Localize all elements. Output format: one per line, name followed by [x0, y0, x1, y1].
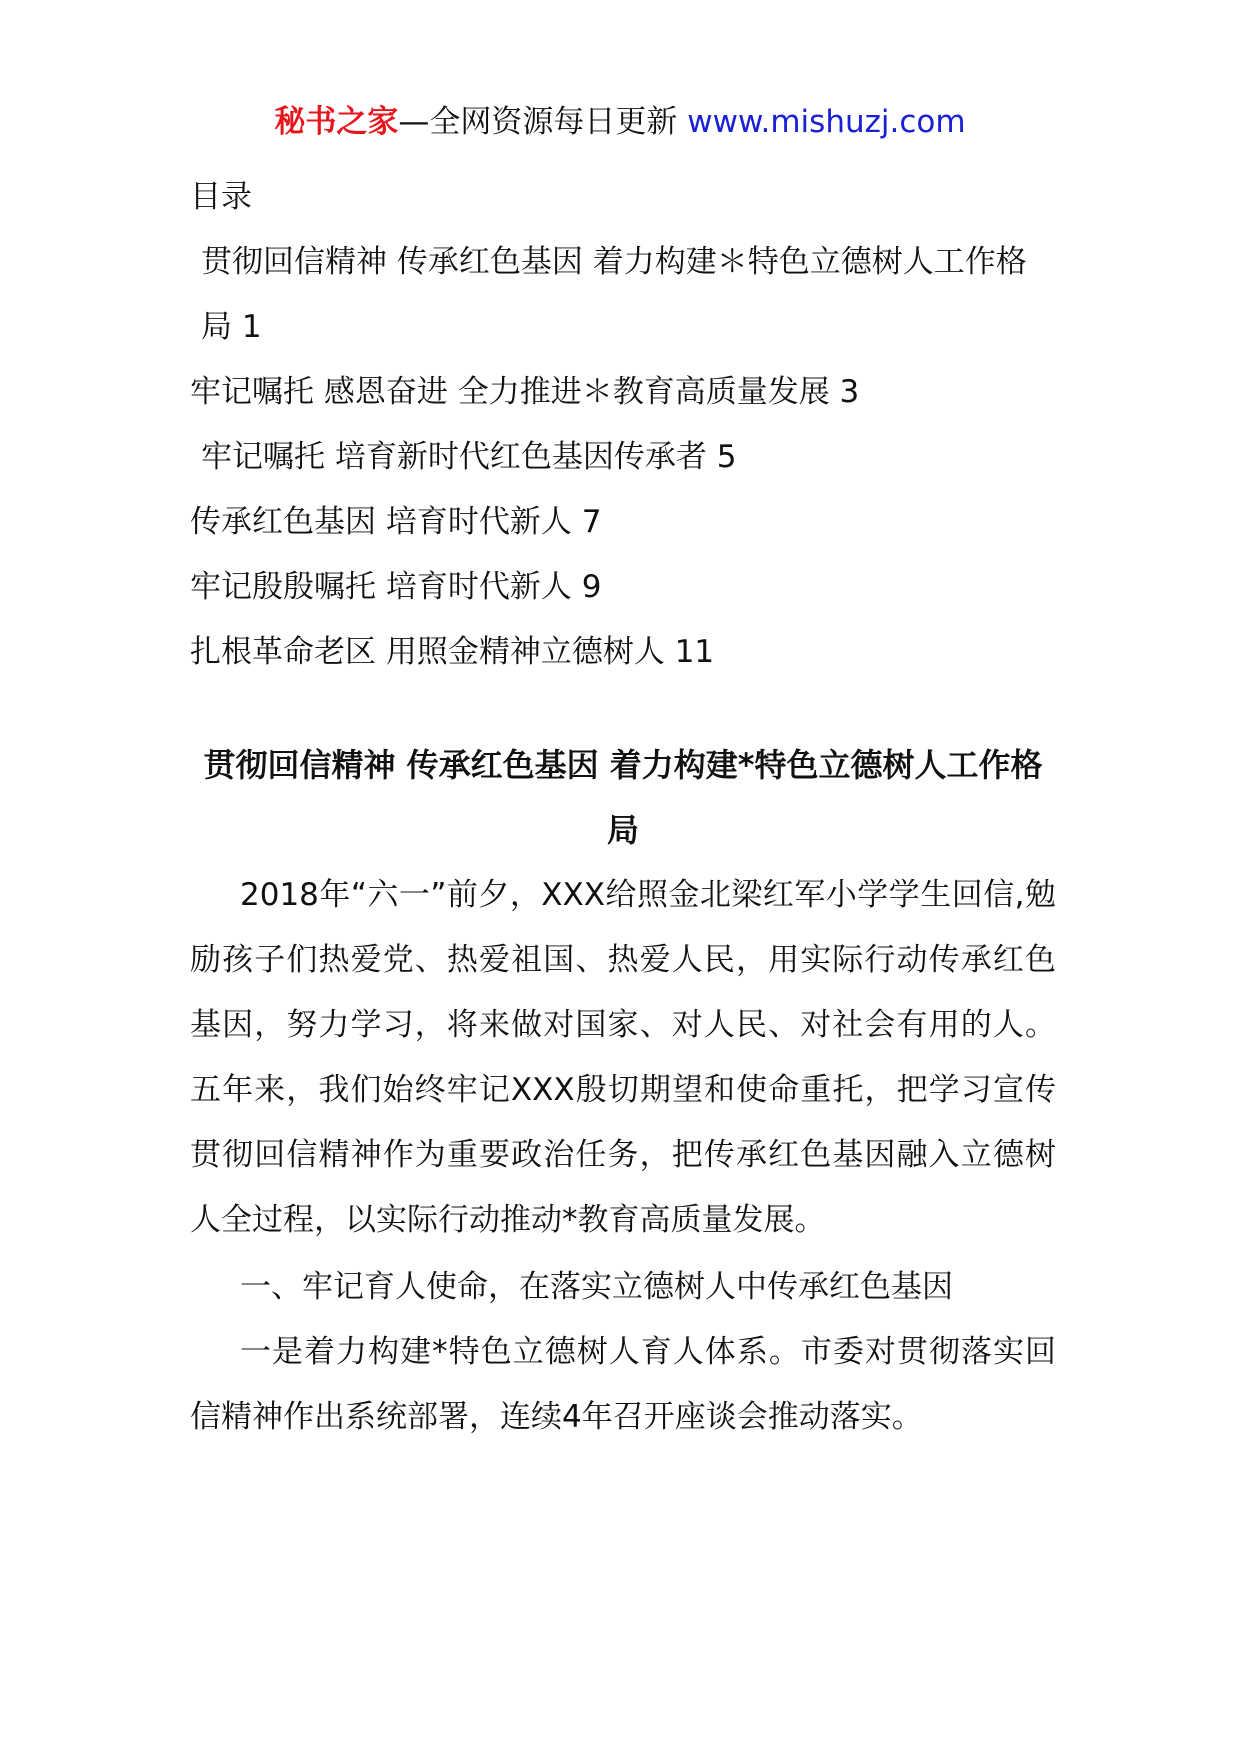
- toc-item[interactable]: 牢记嘱托 感恩奋进 全力推进＊教育高质量发展 3: [190, 374, 860, 410]
- website-link[interactable]: www.mishuzj.com: [687, 104, 966, 140]
- toc-item[interactable]: 牢记嘱托 培育新时代红色基因传承者 5: [201, 439, 737, 475]
- page-header: [0, 100, 1240, 144]
- section-heading: 一、牢记育人使命，在落实立德树人中传承红色基因: [240, 1269, 953, 1305]
- body-paragraph: 一是着力构建*特色立德树人育人体系。市委对贯彻落实回信精神作出系统部署，连续4年召开座谈会推动落实。: [190, 1334, 1056, 1435]
- toc-item[interactable]: 传承红色基因 培育时代新人 7: [190, 504, 602, 540]
- toc-item[interactable]: 贯彻回信精神 传承红色基因 着力构建＊特色立德树人工作格局 1: [201, 244, 1027, 345]
- toc-title: 目录: [190, 179, 252, 215]
- brand-name: 秘书之家: [274, 104, 399, 140]
- document-body: [190, 164, 1056, 1450]
- toc-item[interactable]: 扎根革命老区 用照金精神立德树人 11: [190, 634, 715, 670]
- toc-item[interactable]: 牢记殷殷嘱托 培育时代新人 9: [190, 569, 602, 605]
- body-paragraph: 2018年“六一”前夕，XXX给照金北梁红军小学学生回信,勉励孩子们热爱党、热爱祖国、热爱人民，用实际行动传承红色基因，努力学习，将来做对国家、对人民、对社会有用的人。五年来，我们始终牢记XXX殷切期望和使命重托，把学习宣传贯彻回信精神作为重要政治任务，把传承红色基因融入立德树人全过程，以实际行动推动*教育高质量发展。: [190, 877, 1056, 1238]
- header-tagline: —全网资源每日更新: [398, 104, 688, 140]
- article-title: 贯彻回信精神 传承红色基因 着力构建*特色立德树人工作格局: [203, 746, 1043, 849]
